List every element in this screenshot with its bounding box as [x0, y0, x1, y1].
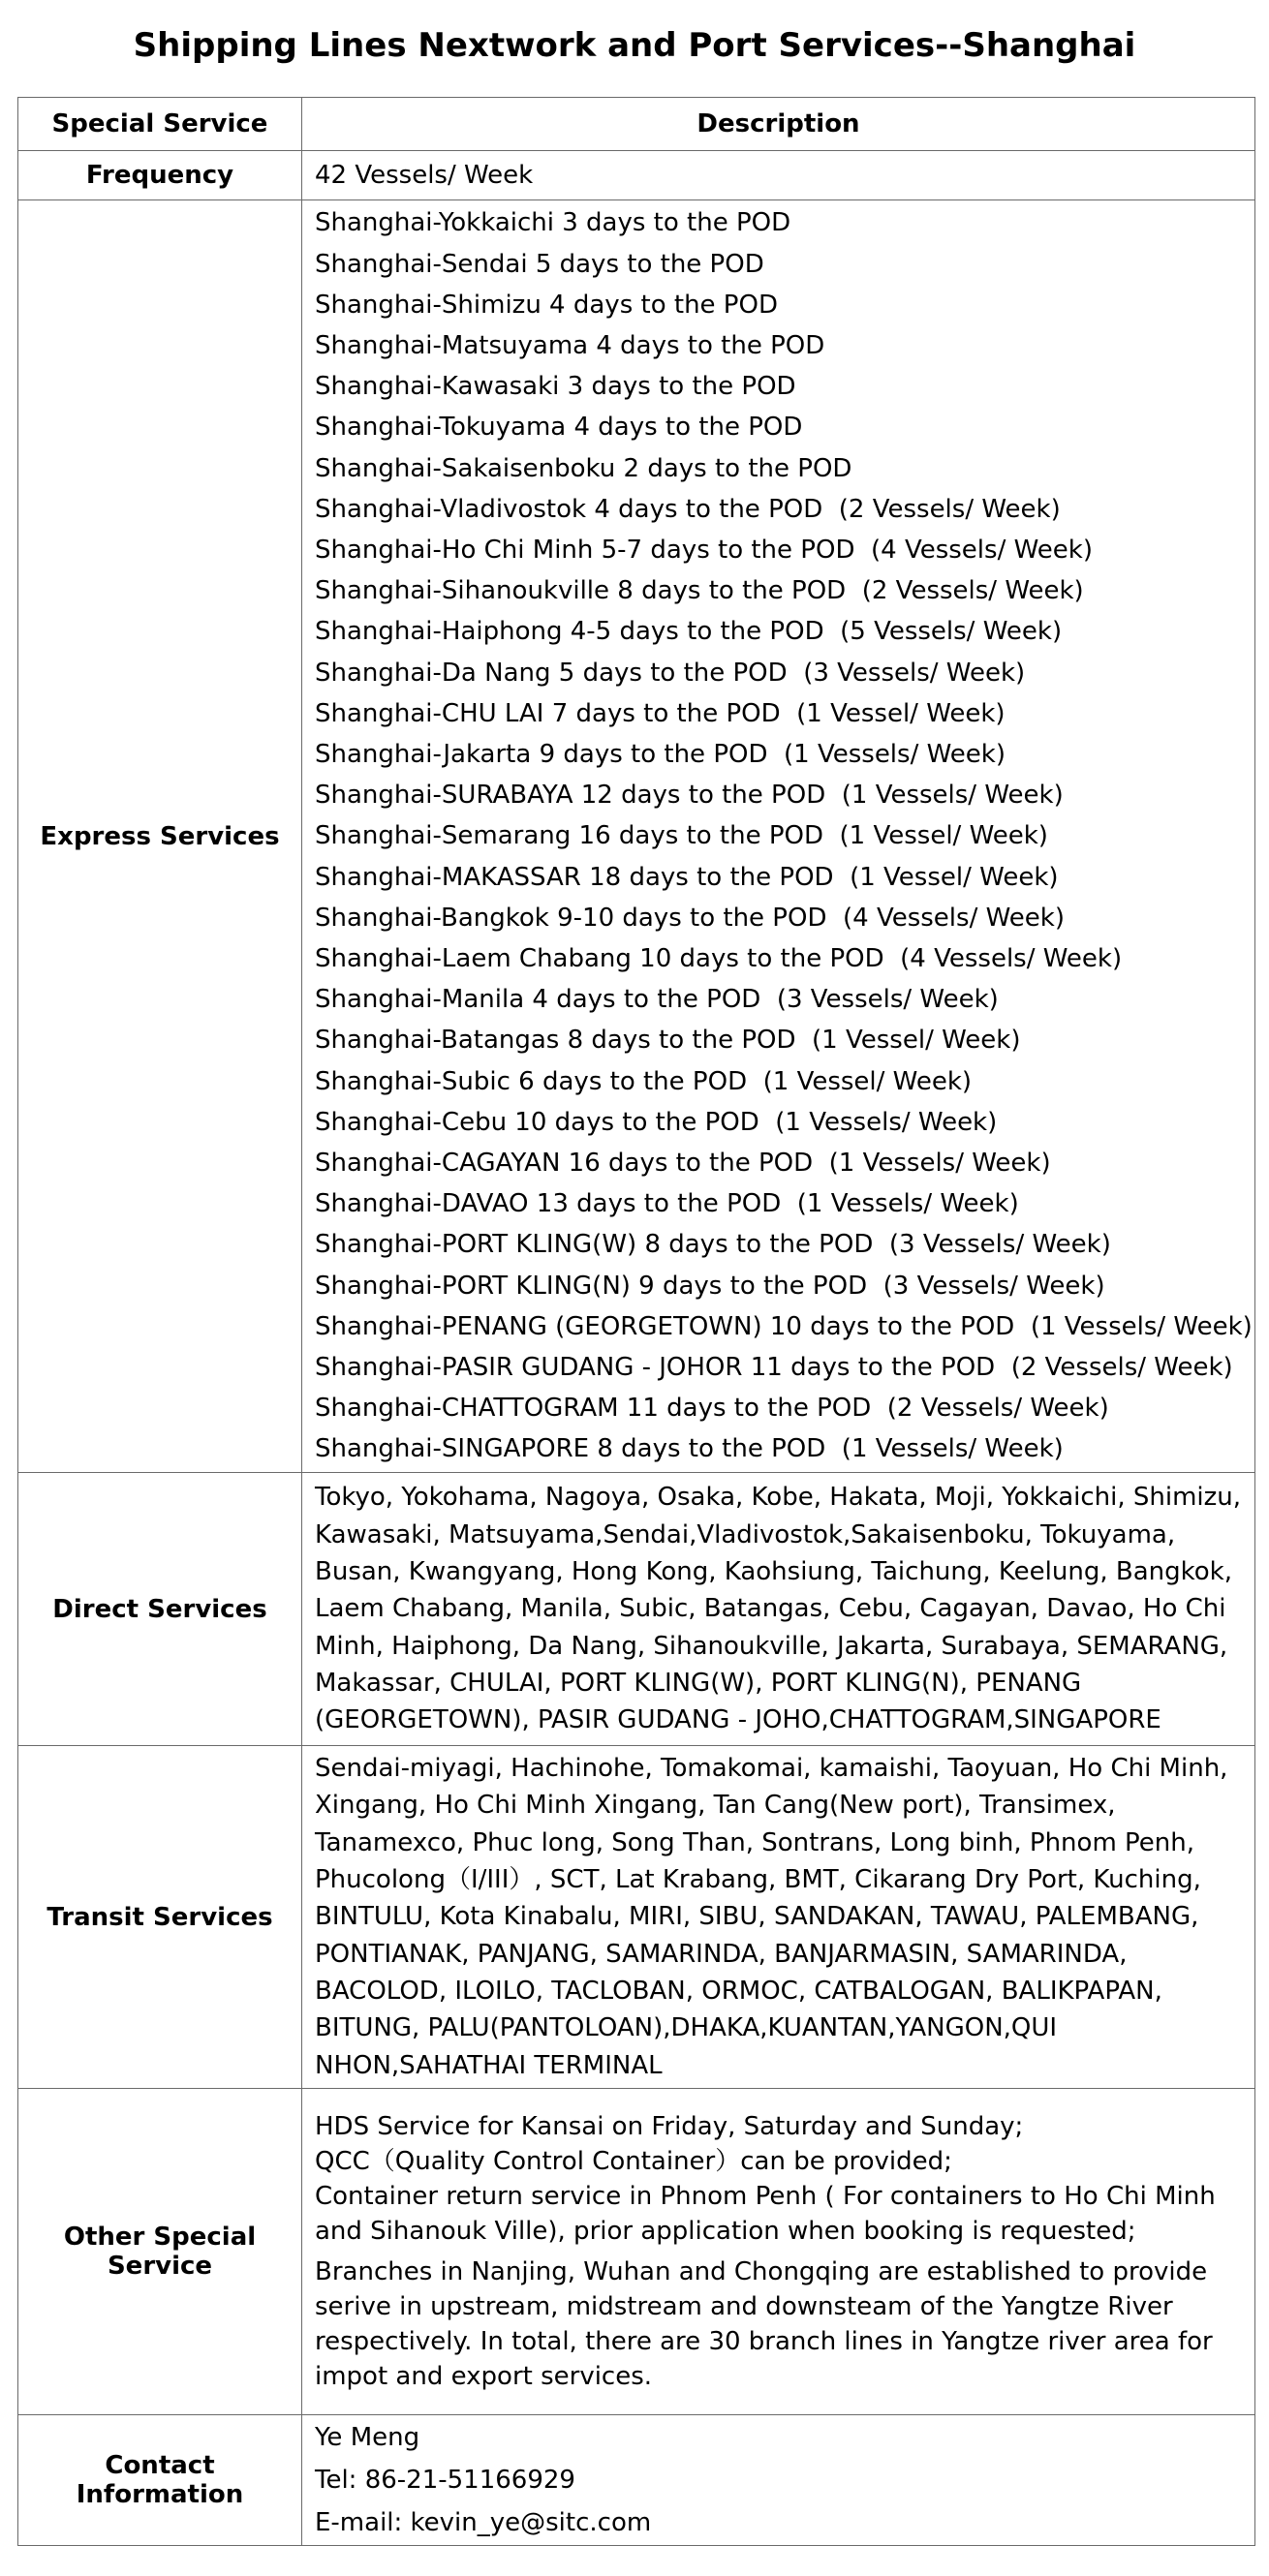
- express-services-label: Express Services: [18, 200, 302, 1473]
- header-row: [18, 98, 1255, 151]
- express-service-line: Shanghai-Bangkok 9-10 days to the POD (4 Vessels/ Week): [315, 903, 1065, 933]
- express-service-line: Shanghai-DAVAO 13 days to the POD (1 Vessels/ Week): [315, 1189, 1019, 1219]
- express-service-line: Shanghai-MAKASSAR 18 days to the POD (1 Vessel/ Week): [315, 862, 1059, 892]
- column-header-special-service: Special Service: [18, 98, 302, 151]
- express-service-line: Shanghai-Cebu 10 days to the POD (1 Vessels/ Week): [315, 1107, 998, 1137]
- express-service-line: Shanghai-PORT KLING(W) 8 days to the POD (3 Vessels/ Week): [315, 1230, 1111, 1260]
- contact-information-row: [18, 2415, 1255, 2546]
- transit-services-label: Transit Services: [18, 1746, 302, 2089]
- express-service-line: Shanghai-Batangas 8 days to the POD (1 Vessel/ Week): [315, 1026, 1021, 1056]
- express-service-line: Shanghai-PENANG (GEORGETOWN) 10 days to the POD (1 Vessels/ Week): [315, 1311, 1253, 1341]
- express-service-line: Shanghai-PORT KLING(N) 9 days to the POD (3 Vessels/ Week): [315, 1271, 1105, 1301]
- express-service-line: Shanghai-Sihanoukville 8 days to the POD (2 Vessels/ Week): [315, 576, 1084, 606]
- express-service-line: Shanghai-CAGAYAN 16 days to the POD (1 Vessels/ Week): [315, 1149, 1051, 1179]
- container-return-text: Container return service in Phnom Penh ( For containers to Ho Chi Minh and Sihanouk Ville), prior application when booking is requested;: [315, 2182, 1216, 2246]
- express-service-line: Shanghai-Subic 6 days to the POD (1 Vessel/ Week): [315, 1066, 973, 1096]
- frequency-value: 42 Vessels/ Week: [302, 151, 1255, 200]
- express-service-line: Shanghai-Vladivostok 4 days to the POD (2 Vessels/ Week): [315, 494, 1061, 524]
- frequency-row: [18, 151, 1255, 200]
- direct-services-row: [18, 1473, 1255, 1746]
- express-service-line: Shanghai-Tokuyama 4 days to the POD: [315, 413, 803, 443]
- express-service-line: Shanghai-Shimizu 4 days to the POD: [315, 290, 778, 320]
- contact-information-label: Contact Information: [18, 2415, 302, 2546]
- express-service-line: Shanghai-Haiphong 4-5 days to the POD (5 Vessels/ Week): [315, 617, 1063, 647]
- column-header-description: Description: [302, 98, 1255, 151]
- express-service-line: Shanghai-Kawasaki 3 days to the POD: [315, 372, 796, 402]
- hds-service-text: HDS Service for Kansai on Friday, Saturday and Sunday;: [315, 2112, 1024, 2141]
- express-service-line: Shanghai-Ho Chi Minh 5-7 days to the POD (4 Vessels/ Week): [315, 535, 1093, 565]
- express-service-line: Shanghai-PASIR GUDANG - JOHOR 11 days to the POD (2 Vessels/ Week): [315, 1353, 1233, 1383]
- direct-services-label: Direct Services: [18, 1473, 302, 1746]
- express-service-line: Shanghai-Yokkaichi 3 days to the POD: [315, 208, 791, 238]
- other-special-service-row: [18, 2089, 1255, 2415]
- contact-email: E-mail: kevin_ye@sitc.com: [315, 2508, 652, 2537]
- qcc-text: QCC（Quality Control Container）can be provided;: [315, 2147, 952, 2176]
- frequency-label: Frequency: [18, 151, 302, 200]
- express-service-line: Shanghai-Manila 4 days to the POD (3 Vessels/ Week): [315, 985, 999, 1015]
- express-service-line: Shanghai-Sendai 5 days to the POD: [315, 249, 764, 279]
- express-service-line: Shanghai-SURABAYA 12 days to the POD (1 Vessels/ Week): [315, 781, 1064, 811]
- express-service-line: Shanghai-Jakarta 9 days to the POD (1 Vessels/ Week): [315, 739, 1006, 769]
- express-service-line: Shanghai-Matsuyama 4 days to the POD: [315, 330, 825, 360]
- express-services-list: [302, 200, 1255, 1473]
- other-special-service-label: Other Special Service: [18, 2089, 302, 2415]
- direct-services-text: Tokyo, Yokohama, Nagoya, Osaka, Kobe, Hakata, Moji, Yokkaichi, Shimizu, Kawasaki, Matsuyama,Sendai,Vladivostok,Sakaisenboku, Tokuyama, Busan, Kwangyang, Hong Kong, Kaohsiung, Taichung, Keelung, Bangkok, Laem Chabang, Manila, Subic, Batangas, Cebu, Cagayan, Davao, Ho Chi Minh, Haiphong, Da Nang, Sihanoukville, Jakarta, Surabaya, SEMARANG, Makassar, CHULAI, PORT KLING(W), PORT KLING(N), PENANG (GEORGETOWN), PASIR GUDANG - JOHO,CHATTOGRAM,SINGAPORE: [315, 1483, 1242, 1735]
- contact-tel: Tel: 86-21-51166929: [315, 2466, 575, 2495]
- express-service-line: Shanghai-Semarang 16 days to the POD (1 Vessel/ Week): [315, 821, 1048, 851]
- express-service-line: Shanghai-Laem Chabang 10 days to the POD (4 Vessels/ Week): [315, 944, 1123, 973]
- branches-text: Branches in Nanjing, Wuhan and Chongqing are established to provide serive in upstream, midstream and downsteam of the Yangtze River respectively. In total, there are 30 branch lines in Yangtze river area for impot and export services.: [315, 2257, 1213, 2391]
- express-service-line: Shanghai-SINGAPORE 8 days to the POD (1 Vessels/ Week): [315, 1434, 1064, 1464]
- transit-services-row: [18, 1746, 1255, 2089]
- transit-services-text: Sendai-miyagi, Hachinohe, Tomakomai, kamaishi, Taoyuan, Ho Chi Minh, Xingang, Ho Chi Minh Xingang, Tan Cang(New port), Transimex, Tanamexco, Phuc long, Song Than, Sontrans, Long binh, Phnom Penh, Phucolong（I/III）, SCT, Lat Krabang, BMT, Cikarang Dry Port, Kuching, BINTULU, Kota Kinabalu, MIRI, SIBU, SANDAKAN, TAWAU, PALEMBANG, PONTIANAK, PANJANG, SAMARINDA, BANJARMASIN, SAMARINDA, BACOLOD, ILOILO, TACLOBAN, ORMOC, CATBALOGAN, BALIKPAPAN, BITUNG, PALU(PANTOLOAN),DHAKA,KUANTAN,YANGON,QUI NHON,SAHATHAI TERMINAL: [315, 1754, 1228, 2080]
- express-service-line: Shanghai-Sakaisenboku 2 days to the POD: [315, 453, 852, 483]
- services-table: [17, 97, 1255, 2546]
- express-service-line: Shanghai-Da Nang 5 days to the POD (3 Vessels/ Week): [315, 658, 1026, 688]
- express-services-row: [18, 200, 1255, 1473]
- contact-name: Ye Meng: [315, 2423, 420, 2452]
- express-service-line: Shanghai-CHU LAI 7 days to the POD (1 Vessel/ Week): [315, 698, 1006, 728]
- page-title: Shipping Lines Nextwork and Port Services--Shanghai: [133, 26, 1136, 65]
- express-service-line: Shanghai-CHATTOGRAM 11 days to the POD (2 Vessels/ Week): [315, 1394, 1109, 1424]
